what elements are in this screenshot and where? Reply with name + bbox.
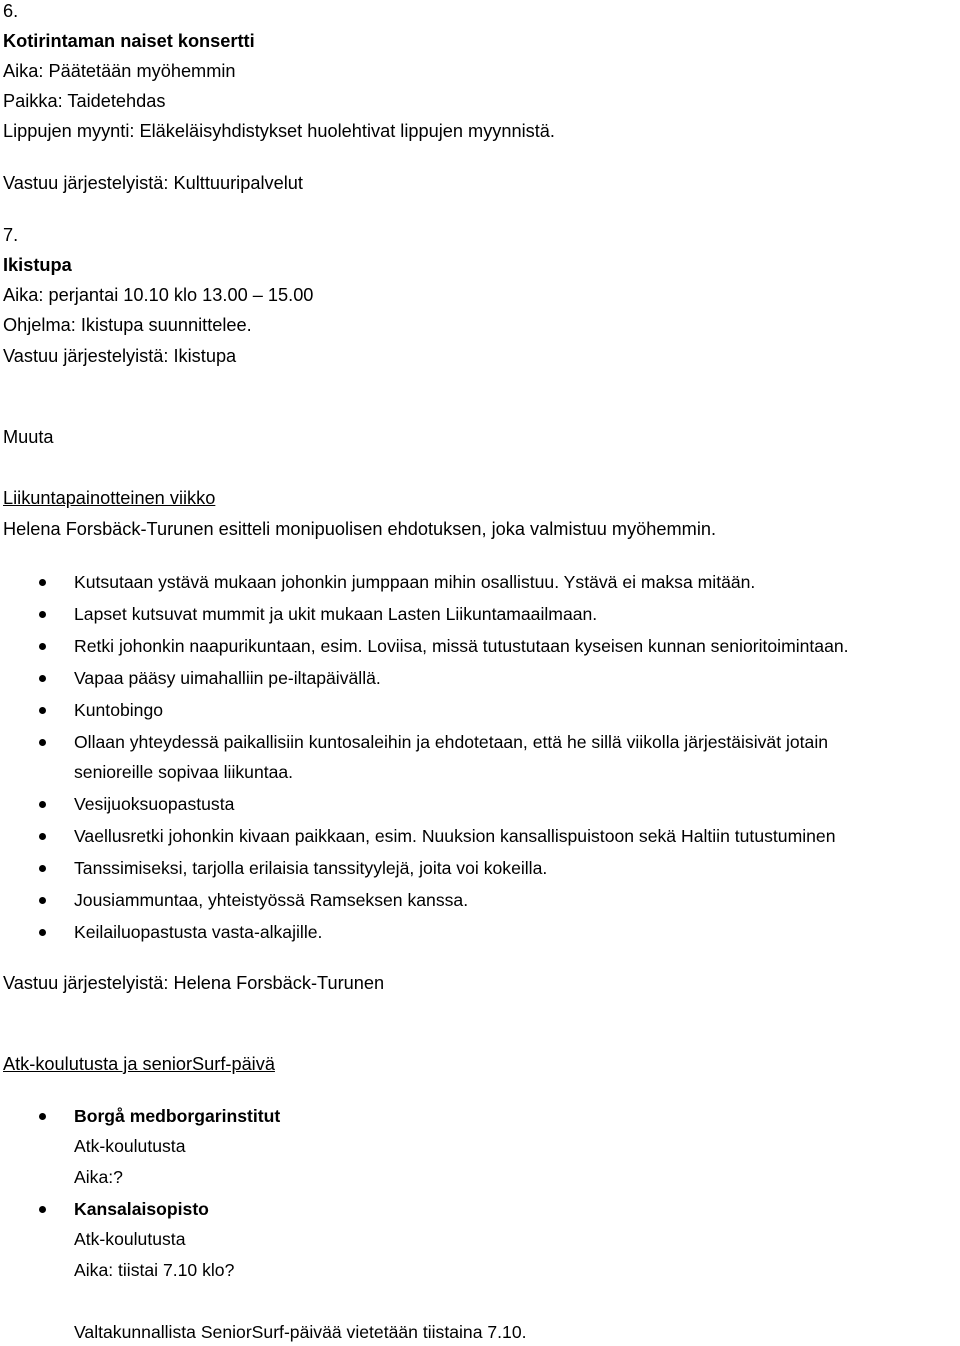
- bullet-icon: [39, 739, 46, 746]
- section-6-tickets: Lippujen myynti: Eläkeläisyhdistykset huolehtivat lippujen myynnistä.: [3, 121, 555, 141]
- atk-title: Atk-koulutusta ja seniorSurf-päivä: [3, 1054, 275, 1074]
- sports-week-intro: Helena Forsbäck-Turunen esitteli monipuolisen ehdotuksen, joka valmistuu myöhemmin.: [3, 519, 717, 539]
- list-item: Retki johonkin naapurikuntaan, esim. Loviisa, missä tutustutaan kyseisen kunnan senioritoimintaan.: [74, 636, 849, 656]
- section-7-number: 7.: [3, 225, 19, 245]
- section-6-number: 6.: [3, 1, 19, 21]
- section-7-responsible: Vastuu järjestelyistä: Ikistupa: [3, 346, 237, 366]
- section-7-title: Ikistupa: [3, 255, 72, 275]
- list-item: Kuntobingo: [74, 700, 164, 720]
- bullet-icon: [39, 1113, 46, 1120]
- bullet-icon: [39, 865, 46, 872]
- bullet-icon: [39, 897, 46, 904]
- org-time: Aika:?: [74, 1167, 123, 1187]
- list-item: Vaellusretki johonkin kivaan paikkaan, esim. Nuuksion kansallispuistoon sekä Haltiin tutustuminen: [74, 826, 836, 846]
- bullet-icon: [39, 579, 46, 586]
- sports-week-title: Liikuntapainotteinen viikko: [3, 488, 216, 508]
- list-item: Kutsutaan ystävä mukaan johonkin jumppaan mihin osallistuu. Ystävä ei maksa mitään.: [74, 572, 756, 592]
- section-7-time: Aika: perjantai 10.10 klo 13.00 – 15.00: [3, 285, 314, 305]
- section-6-time: Aika: Päätetään myöhemmin: [3, 61, 236, 81]
- section-7-program: Ohjelma: Ikistupa suunnittelee.: [3, 315, 252, 335]
- seniorsurf-note: Valtakunnallista SeniorSurf-päivää vietetään tiistaina 7.10.: [74, 1322, 527, 1342]
- bullet-icon: [39, 833, 46, 840]
- org-name: Kansalaisopisto: [74, 1199, 209, 1219]
- list-item: Tanssimiseksi, tarjolla erilaisia tanssityylejä, joita voi kokeilla.: [74, 858, 548, 878]
- list-item-continuation: senioreille sopivaa liikuntaa.: [74, 762, 294, 782]
- bullet-icon: [39, 611, 46, 618]
- org-detail: Atk-koulutusta: [74, 1136, 186, 1156]
- org-detail: Atk-koulutusta: [74, 1229, 186, 1249]
- bullet-icon: [39, 801, 46, 808]
- bullet-icon: [39, 643, 46, 650]
- list-item: Jousiammuntaa, yhteistyössä Ramseksen kanssa.: [74, 890, 469, 910]
- bullet-icon: [39, 929, 46, 936]
- bullet-icon: [39, 675, 46, 682]
- other-heading: Muuta: [3, 427, 54, 447]
- bullet-icon: [39, 707, 46, 714]
- list-item: Ollaan yhteydessä paikallisiin kuntosaleihin ja ehdotetaan, että he sillä viikolla järjestäisivät jotain: [74, 732, 829, 752]
- org-name: Borgå medborgarinstitut: [74, 1106, 281, 1126]
- bullet-icon: [39, 1206, 46, 1213]
- section-6-place: Paikka: Taidetehdas: [3, 91, 166, 111]
- list-item: Lapset kutsuvat mummit ja ukit mukaan Lasten Liikuntamaailmaan.: [74, 604, 598, 624]
- section-6-responsible: Vastuu järjestelyistä: Kulttuuripalvelut: [3, 173, 303, 193]
- list-item: Keilailuopastusta vasta-alkajille.: [74, 922, 323, 942]
- section-6-title: Kotirintaman naiset konsertti: [3, 31, 255, 51]
- org-time: Aika: tiistai 7.10 klo?: [74, 1260, 235, 1280]
- list-item: Vesijuoksuopastusta: [74, 794, 235, 814]
- list-item: Vapaa pääsy uimahalliin pe-iltapäivällä.: [74, 668, 381, 688]
- sports-week-responsible: Vastuu järjestelyistä: Helena Forsbäck-Turunen: [3, 973, 385, 993]
